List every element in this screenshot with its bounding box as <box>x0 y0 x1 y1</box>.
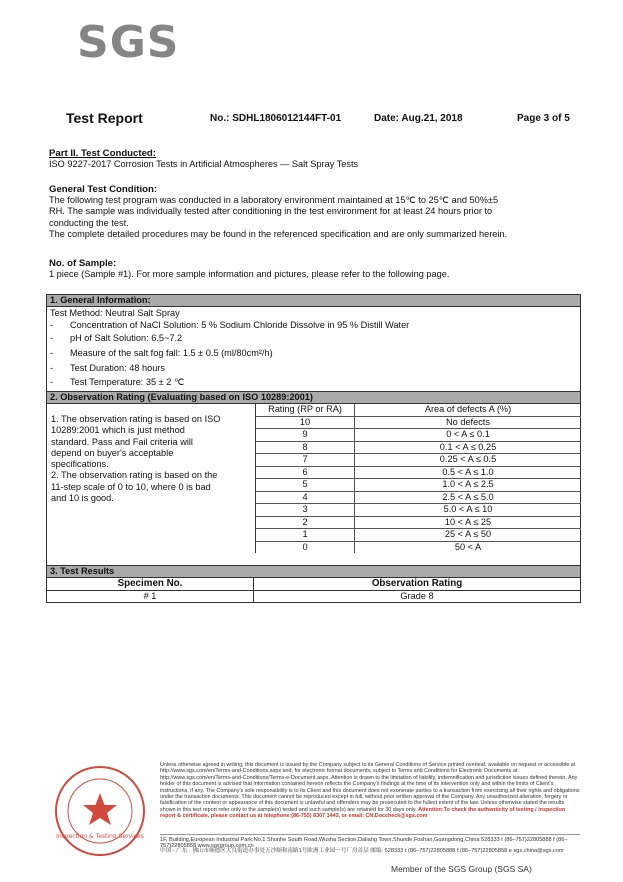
rating-grid <box>255 404 581 553</box>
rating-value: 4 <box>256 492 355 504</box>
note-line: standard. Pass and Fail criteria will <box>51 436 193 447</box>
part2-text: ISO 9227-2017 Corrosion Tests in Artificial Atmospheres — Salt Spray Tests <box>49 159 359 170</box>
specimen-col-header: Specimen No. <box>47 578 254 590</box>
defect-range: 10 < A ≤ 25 <box>444 516 492 527</box>
bullet-item: - Test Temperature: 35 ± 2 ℃ <box>50 377 185 387</box>
report-title: Test Report <box>66 110 143 126</box>
rating-row <box>256 417 581 430</box>
disclaimer-text: Unless otherwise agreed in writing, this document is issued by the Company subject to its General Conditions of Service printed overleaf, available on request or accessible at http://www.sgs.com/en/Terms-and-Conditions.aspx and, for electronic format documents, subject to Terms and Conditions for Electronic Documents at http://www.sgs.com/en/Terms-and-Conditions/Terms-e-Document.aspx. Attention is drawn to the limitation of liability, indemnification and jurisdiction issues defined therein. Any holder of this document is advised that information contained hereon reflects the Company's findings at the time of its intervention only and within the limits of Client's instructions, if any. The Company's sole responsibility is to its Client and this document does not exonerate parties to a transaction from exercising all their rights and obligations under the transaction documents. This document cannot be reproduced except in full, without prior written approval of the Company. Any unauthorized alteration, forgery or falsification of the content or appearance of this document is unlawful and offenders may be prosecuted to the fullest extent of the law. Unless otherwise stated the results shown in this test report refer only to the sample(s) tested and such sample(s) are retained for 30 days only. <box>160 762 580 813</box>
defect-range: 0.25 < A ≤ 0.5 <box>439 454 497 464</box>
sample-section <box>49 258 581 280</box>
general-line: RH. The sample was individually tested after conditioning in the test environment for at least 24 hours prior to <box>49 206 493 217</box>
sample-text: 1 piece (Sample #1). For more sample information and pictures, please refer to the following page. <box>49 269 450 280</box>
defect-range: 0 < A ≤ 0.1 <box>446 429 490 439</box>
rating-notes <box>51 414 247 504</box>
bullet-item: - Concentration of NaCl Solution: 5 % Sodium Chloride Dissolve in 95 % Distill Water <box>50 320 410 330</box>
part2-section <box>49 148 581 170</box>
general-heading: General Test Condition: <box>49 184 158 195</box>
general-info <box>47 307 580 392</box>
defect-range: 2.5 < A ≤ 5.0 <box>442 491 494 502</box>
rating-value: 6 <box>256 467 355 479</box>
rating-row <box>256 479 581 492</box>
general-line: conducting the test. <box>49 217 129 228</box>
note-line: 10289:2001 which is just method <box>51 425 185 436</box>
sample-heading: No. of Sample: <box>49 258 117 269</box>
results-row <box>47 591 580 602</box>
bullet-text: Measure of the salt fog fall: 1.5 ± 0.5 (ml/80cm²/h) <box>70 348 273 358</box>
report-number: No.: SDHL1806012144FT-01 <box>210 113 342 124</box>
bullet-text: Concentration of NaCl Solution: 5 % Sodium Chloride Dissolve in 95 % Distill Water <box>70 320 410 330</box>
observation-rating <box>47 404 580 566</box>
note-line: 11-step scale of 0 to 10, where 0 is bad <box>51 481 211 492</box>
note-line: 2. The observation rating is based on the <box>51 470 218 481</box>
bullet-item: - Test Duration: 48 hours <box>50 363 165 373</box>
grade-cell: Grade 8 <box>400 591 434 601</box>
address-english: 1F, Building,European Industrial Park,No.1 Shunhe South Road,Wusha Section,Daliang Town,Shunde,Foshan,Guangdong,China 528333 t (86–757)22805888 f (86–757)22805858 www.sgsgroup.com.cn <box>160 837 568 849</box>
rating-value: 2 <box>256 517 355 529</box>
bullet-item: - Measure of the salt fog fall: 1.5 ± 0.5 (ml/80cm²/h) <box>50 348 273 358</box>
sgs-member-note: Member of the SGS Group (SGS SA) <box>391 864 532 874</box>
rating-value: 0 <box>256 542 355 554</box>
rating-value: 8 <box>256 442 355 454</box>
rating-col-header: Rating (RP or RA) <box>256 404 355 416</box>
observation-col-header: Observation Rating <box>371 578 463 589</box>
address-chinese: 中国 · 广东 · 佛山市顺德区大良街道办事处五沙顺和南路1号欧洲工业园一号厂房首层 邮编: 528333 t (86–757)22805888 f (86–757)22805858 e sgs.china@sgs.com <box>160 848 564 854</box>
general-line: The following test program was conducted in a laboratory environment maintained at 15℃ to 25℃ and 50%±5 <box>49 195 499 206</box>
rating-value: 10 <box>256 417 355 429</box>
specimen-cell: # 1 <box>47 591 254 602</box>
attention-text: Attention:To check the authenticity of testing / inspection report & certificate, please contact us at telephone:(86-755) 8307 1443, or email: CN.Doccheck@sgs.com <box>160 806 566 820</box>
footer-divider <box>160 834 580 835</box>
rating-value: 9 <box>256 429 355 441</box>
bullet-text: pH of Salt Solution: 6.5~7.2 <box>70 333 183 343</box>
note-line: 1. The observation rating is based on ISO <box>51 414 221 424</box>
rating-row <box>256 529 581 542</box>
section-observation-rating: 2. Observation Rating (Evaluating based on ISO 10289:2001) <box>47 392 580 404</box>
rating-value: 3 <box>256 504 355 516</box>
report-date: Date: Aug.21, 2018 <box>374 113 463 124</box>
defect-range: 0.5 < A ≤ 1.0 <box>442 466 494 477</box>
part2-heading: Part II. Test Conducted: <box>49 148 156 159</box>
section-general-info: 1. General Information: <box>47 295 580 307</box>
bullet-text: Test Duration: 48 hours <box>70 363 165 373</box>
rating-row <box>256 504 581 517</box>
sgs-logo: SGS <box>77 17 180 68</box>
note-line: and 10 is good. <box>51 493 114 504</box>
note-line: specifications. <box>51 459 109 470</box>
rating-row <box>256 467 581 480</box>
rating-row <box>256 454 581 467</box>
rating-row <box>256 517 581 530</box>
defect-range: No defects <box>446 416 490 427</box>
bullet-text: Test Temperature: 35 ± 2 ℃ <box>70 377 185 387</box>
test-table <box>46 294 581 603</box>
general-section <box>49 184 581 240</box>
rating-header-row <box>256 404 581 417</box>
footer-disclaimer <box>160 762 580 820</box>
rating-value: 7 <box>256 454 355 466</box>
bullet-item: - pH of Salt Solution: 6.5~7.2 <box>50 333 183 343</box>
defects-col-header: Area of defects A (%) <box>424 404 512 414</box>
page-number: Page 3 of 5 <box>517 113 570 124</box>
rating-value: 1 <box>256 529 355 541</box>
rating-row <box>256 429 581 442</box>
rating-row <box>256 542 581 554</box>
section-test-results: 3. Test Results <box>47 566 580 578</box>
rating-value: 5 <box>256 479 355 491</box>
rating-row <box>256 492 581 505</box>
company-seal-icon <box>52 763 148 859</box>
defect-range: 0.1 < A ≤ 0.25 <box>439 441 497 452</box>
general-line: The complete detailed procedures may be found in the referenced specification and are only summarized herein. <box>49 228 508 239</box>
svg-text:Inspection & Testing Services: Inspection & Testing Services <box>56 833 144 840</box>
report-header <box>0 109 623 131</box>
defect-range: 25 < A ≤ 50 <box>444 529 492 539</box>
rating-row <box>256 442 581 455</box>
test-method: Test Method: Neutral Salt Spray <box>50 308 180 318</box>
defect-range: 50 < A <box>454 541 482 552</box>
defect-range: 1.0 < A ≤ 2.5 <box>442 479 494 489</box>
note-line: depend on buyer's acceptable <box>51 447 174 458</box>
defect-range: 5.0 < A ≤ 10 <box>443 504 493 514</box>
results-header-row <box>47 578 580 591</box>
